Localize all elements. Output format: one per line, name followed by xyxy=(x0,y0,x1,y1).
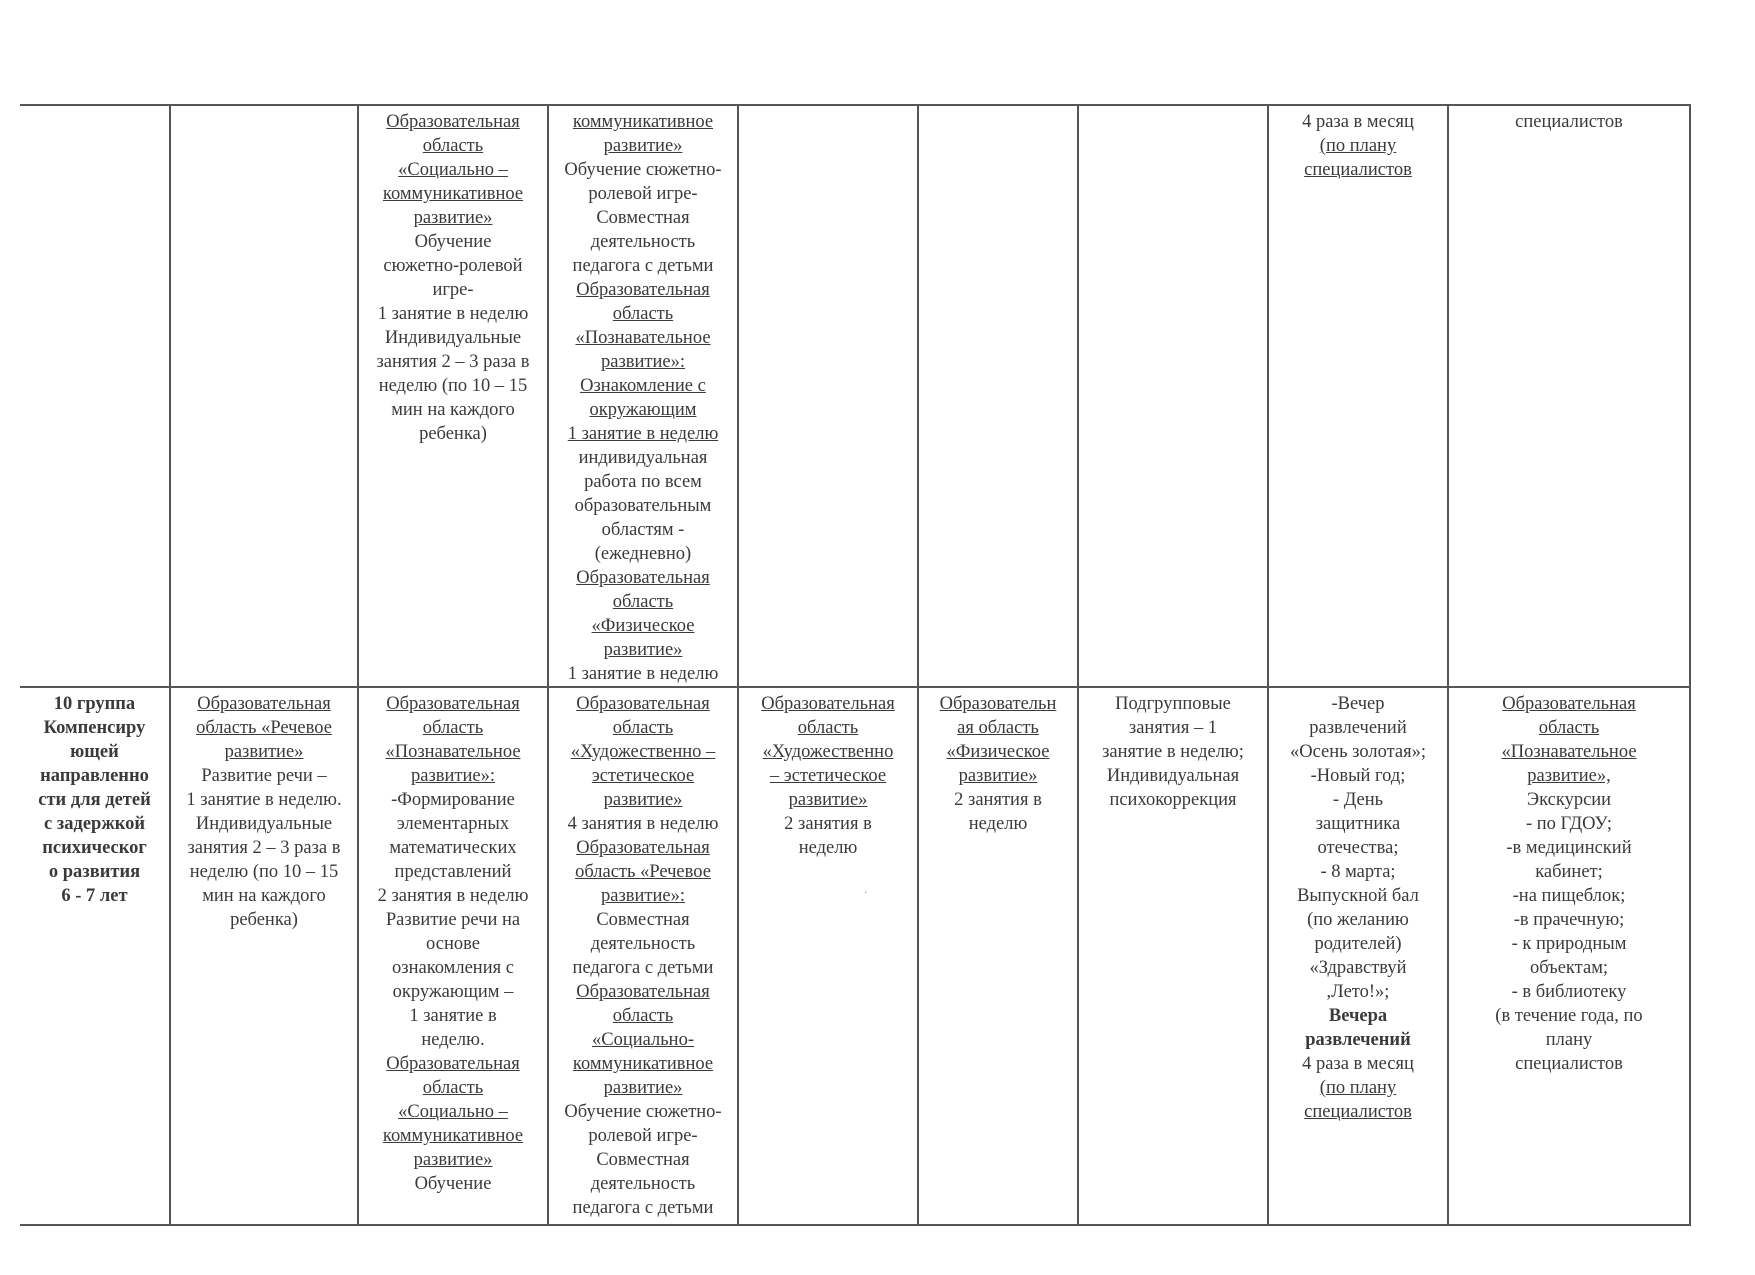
cell-text-line: -в прачечную; xyxy=(1513,910,1625,930)
cell-text-line: «Художественно – xyxy=(570,742,716,762)
cell-text-line: - по ГДОУ; xyxy=(1525,814,1613,834)
cell-text-line: развлечений xyxy=(1309,718,1407,738)
cell-text-line: область xyxy=(422,718,484,738)
cell-text-line: Развитие речи – xyxy=(201,766,327,786)
cell-text-line: область xyxy=(422,1078,484,1098)
cell-text-line: 4 раза в месяц xyxy=(1302,112,1414,132)
cell-text-line: специалистов xyxy=(1515,1054,1623,1074)
cell-text-line: 1 занятие в неделю xyxy=(377,304,529,324)
table-row xyxy=(20,687,1690,1225)
cell-text-line: Образовательная xyxy=(386,112,520,132)
cell-text-line: развитие» xyxy=(788,790,868,810)
cell-text-line: развитие» xyxy=(603,1078,683,1098)
cell-text-line: занятия 2 – 3 раза в xyxy=(187,838,341,858)
schedule-table xyxy=(20,104,1691,1226)
cell-text-line: основе xyxy=(426,934,480,954)
cell-text-line: «Познавательное xyxy=(575,328,711,348)
cell-text-line: Образовательная xyxy=(576,694,710,714)
cell-text-line: Образовательная xyxy=(386,1054,520,1074)
cell-text-line: 1 занятие в неделю xyxy=(567,664,719,684)
cell-text-line: коммуникативное xyxy=(572,112,714,132)
cell-text-line: ребенка) xyxy=(419,424,487,444)
cell-text-line: психокоррекция xyxy=(1109,790,1237,810)
cell-text-line: (по плану xyxy=(1319,1078,1397,1098)
cell-text-line: 1 занятие в xyxy=(409,1006,497,1026)
cell-text-line: объектам; xyxy=(1529,958,1609,978)
table-cell xyxy=(918,105,1078,687)
cell-text-line: представлений xyxy=(394,862,512,882)
cell-text-line: кабинет; xyxy=(1535,862,1603,882)
cell-text-line: развитие» xyxy=(603,136,683,156)
cell-text-line: ребенка) xyxy=(230,910,298,930)
cell-text-line: защитника xyxy=(1315,814,1401,834)
cell-text-line: Образовательная xyxy=(576,838,710,858)
cell-text-line: - к природным xyxy=(1511,934,1627,954)
cell-text-line: деятельность xyxy=(590,1174,696,1194)
cell-text-line: мин на каждого xyxy=(391,400,515,420)
cell-text-line: работа по всем xyxy=(584,472,702,492)
table-cell xyxy=(1268,687,1448,1225)
table-cell xyxy=(170,687,358,1225)
cell-text-line: Обучение сюжетно- xyxy=(564,160,722,180)
cell-text-line: развитие» xyxy=(603,640,683,660)
cell-text-line: специалистов xyxy=(1304,1102,1412,1122)
cell-text-line: – эстетическое xyxy=(769,766,887,786)
cell-text-line: Обучение xyxy=(414,1174,492,1194)
cell-text-line: Ознакомление с xyxy=(580,376,706,396)
cell-text-line: развитие»: xyxy=(411,766,495,786)
cell-text-line: Образовательная xyxy=(576,982,710,1002)
cell-text-line: «Социально- xyxy=(592,1030,694,1050)
cell-text-line: Образовательная xyxy=(576,280,710,300)
table-cell xyxy=(358,105,548,687)
cell-text-line: область xyxy=(422,136,484,156)
cell-text-line: 1 занятие в неделю xyxy=(567,424,719,444)
cell-text-line: -в медицинский xyxy=(1506,838,1632,858)
cell-text-line: «Физическое xyxy=(591,616,695,636)
cell-text-line: психическог xyxy=(42,838,147,858)
cell-text-line: занятие в неделю; xyxy=(1102,742,1244,762)
cell-text-line: Образовательная xyxy=(1502,694,1636,714)
cell-text-line: занятия – 1 xyxy=(1128,718,1218,738)
cell-text-line: Индивидуальная xyxy=(1106,766,1240,786)
cell-text-line: деятельность xyxy=(590,934,696,954)
cell-text-line: - в библиотеку xyxy=(1511,982,1627,1002)
cell-text-line: Вечера xyxy=(1328,1006,1388,1026)
cell-text-line: область xyxy=(612,304,674,324)
table-cell xyxy=(738,105,918,687)
cell-text-line: - День xyxy=(1332,790,1384,810)
cell-text-line: «Познавательное xyxy=(385,742,521,762)
cell-text-line: сюжетно-ролевой xyxy=(383,256,523,276)
table-cell xyxy=(918,687,1078,1225)
cell-text-line: «Социально – xyxy=(398,1102,508,1122)
cell-text-line: 4 раза в месяц xyxy=(1302,1054,1414,1074)
cell-text-line: «Осень золотая»; xyxy=(1289,742,1427,762)
table-cell xyxy=(1448,687,1690,1225)
cell-text-line: направленно xyxy=(40,766,149,786)
table-cell xyxy=(358,687,548,1225)
cell-text-line: Образовательная xyxy=(386,694,520,714)
cell-text-line: мин на каждого xyxy=(202,886,326,906)
cell-text-line: 4 занятия в неделю xyxy=(567,814,719,834)
cell-text-line: специалистов xyxy=(1515,112,1623,132)
cell-text-line: «Художественно xyxy=(762,742,894,762)
cell-text-line: элементарных xyxy=(396,814,510,834)
table-cell xyxy=(1448,105,1690,687)
cell-text-line: коммуникативное xyxy=(382,1126,524,1146)
cell-text-line: развитие» xyxy=(224,742,304,762)
cell-text-line: неделю xyxy=(798,838,858,858)
cell-text-line: деятельность xyxy=(590,232,696,252)
cell-text-line: Развитие речи на xyxy=(385,910,521,930)
cell-text-line: развитие»: xyxy=(601,886,685,906)
cell-text-line: область xyxy=(1538,718,1600,738)
cell-text-line: область xyxy=(612,1006,674,1026)
cell-text-line: образовательным xyxy=(574,496,712,516)
cell-text-line: -Новый год; xyxy=(1310,766,1406,786)
cell-text-line: Образовательная xyxy=(761,694,895,714)
cell-text-line: Индивидуальные xyxy=(384,328,522,348)
table-cell xyxy=(1268,105,1448,687)
cell-text-line: Совместная xyxy=(596,208,690,228)
cell-text-line: Подгрупповые xyxy=(1115,694,1231,714)
cell-text-line: развитие», xyxy=(1527,766,1611,786)
cell-text-line: «Физическое xyxy=(946,742,1050,762)
cell-text-line: коммуникативное xyxy=(382,184,524,204)
table-cell xyxy=(1078,687,1268,1225)
cell-text-line: плану xyxy=(1545,1030,1593,1050)
cell-text-line: «Познавательное xyxy=(1501,742,1637,762)
cell-text-line: игре- xyxy=(432,280,474,300)
cell-text-line: Обучение xyxy=(414,232,492,252)
cell-text-line: развитие»: xyxy=(601,352,685,372)
cell-text-line: Образовательн xyxy=(939,694,1057,714)
table-cell xyxy=(170,105,358,687)
cell-text-line: неделю (по 10 – 15 xyxy=(189,862,339,882)
cell-text-line: 6 - 7 лет xyxy=(61,886,128,906)
cell-text-line: 2 занятия в xyxy=(784,814,872,834)
cell-text-line: Индивидуальные xyxy=(195,814,333,834)
cell-text-line: развитие» xyxy=(603,790,683,810)
table-cell xyxy=(738,687,918,1225)
cell-text-line: (ежедневно) xyxy=(594,544,692,564)
cell-text-line: Образовательная xyxy=(197,694,331,714)
cell-text-line: область «Речевое xyxy=(575,862,711,882)
cell-text-line: математических xyxy=(389,838,517,858)
cell-text-line: Экскурсии xyxy=(1526,790,1612,810)
cell-text-line: (в течение года, по xyxy=(1495,1006,1643,1026)
group-name-cell xyxy=(20,687,170,1225)
cell-text-line: сти для детей xyxy=(38,790,151,810)
cell-text-line: родителей) xyxy=(1314,934,1402,954)
table-cell xyxy=(20,105,170,687)
cell-text-line: 1 занятие в неделю. xyxy=(186,790,342,810)
cell-text-line: область xyxy=(612,592,674,612)
cell-text-line: Совместная xyxy=(596,1150,690,1170)
cell-text-line: область xyxy=(612,718,674,738)
cell-text-line: областям - xyxy=(601,520,685,540)
cell-text-line: с задержкой xyxy=(43,814,146,834)
cell-text-line: 2 занятия в неделю xyxy=(377,886,529,906)
cell-text-line: ая область xyxy=(957,718,1039,738)
cell-text-line: окружающим xyxy=(589,400,697,420)
cell-text-line: область «Речевое xyxy=(196,718,332,738)
cell-text-line: область xyxy=(797,718,859,738)
cell-text-line: развлечений xyxy=(1305,1030,1411,1050)
cell-text-line: -Формирование xyxy=(391,790,515,810)
cell-text-line: неделю (по 10 – 15 xyxy=(378,376,528,396)
cell-text-line: (по плану xyxy=(1319,136,1397,156)
cell-text-line: -Вечер xyxy=(1331,694,1385,714)
cell-text-line: развитие» xyxy=(958,766,1038,786)
cell-text-line: ющей xyxy=(70,742,119,762)
cell-text-line: педагога с детьми xyxy=(572,1198,714,1218)
cell-text-line: неделю. xyxy=(421,1030,485,1050)
cell-text-line: индивидуальная xyxy=(578,448,708,468)
cell-text-line: ролевой игре- xyxy=(588,184,698,204)
cell-text-line: ролевой игре- xyxy=(588,1126,698,1146)
cell-text-line: педагога с детьми xyxy=(572,958,714,978)
cell-text-line: -на пищеблок; xyxy=(1512,886,1626,906)
cell-text-line: ознакомления с xyxy=(392,958,514,978)
cell-text-line: - 8 марта; xyxy=(1320,862,1396,882)
cell-text-line: педагога с детьми xyxy=(572,256,714,276)
cell-text-line: ,Лето!»; xyxy=(1326,982,1390,1002)
cell-text-line: коммуникативное xyxy=(572,1054,714,1074)
cell-text-line: Совместная xyxy=(596,910,690,930)
cell-text-line: развитие» xyxy=(413,208,493,228)
cell-text-line: развитие» xyxy=(413,1150,493,1170)
cell-text-line: (по желанию xyxy=(1307,910,1409,930)
cell-text-line: Выпускной бал xyxy=(1297,886,1419,906)
scan-speck: · xyxy=(864,888,868,899)
cell-text-line: Обучение сюжетно- xyxy=(564,1102,722,1122)
cell-text-line: отечества; xyxy=(1317,838,1399,858)
cell-text-line: Компенсиру xyxy=(43,718,146,738)
cell-text-line: «Здравствуй xyxy=(1309,958,1407,978)
cell-text-line: «Социально – xyxy=(398,160,508,180)
cell-text-line: 10 группа xyxy=(53,694,136,714)
cell-text-line: о развития xyxy=(48,862,141,882)
cell-text-line: неделю xyxy=(968,814,1028,834)
cell-text-line: специалистов xyxy=(1304,160,1412,180)
table-row xyxy=(20,105,1690,687)
table-cell xyxy=(548,105,738,687)
table-cell xyxy=(548,687,738,1225)
cell-text-line: Образовательная xyxy=(576,568,710,588)
cell-text-line: занятия 2 – 3 раза в xyxy=(376,352,530,372)
cell-text-line: окружающим – xyxy=(392,982,514,1002)
cell-text-line: эстетическое xyxy=(591,766,695,786)
cell-text-line: 2 занятия в xyxy=(954,790,1042,810)
table-cell xyxy=(1078,105,1268,687)
